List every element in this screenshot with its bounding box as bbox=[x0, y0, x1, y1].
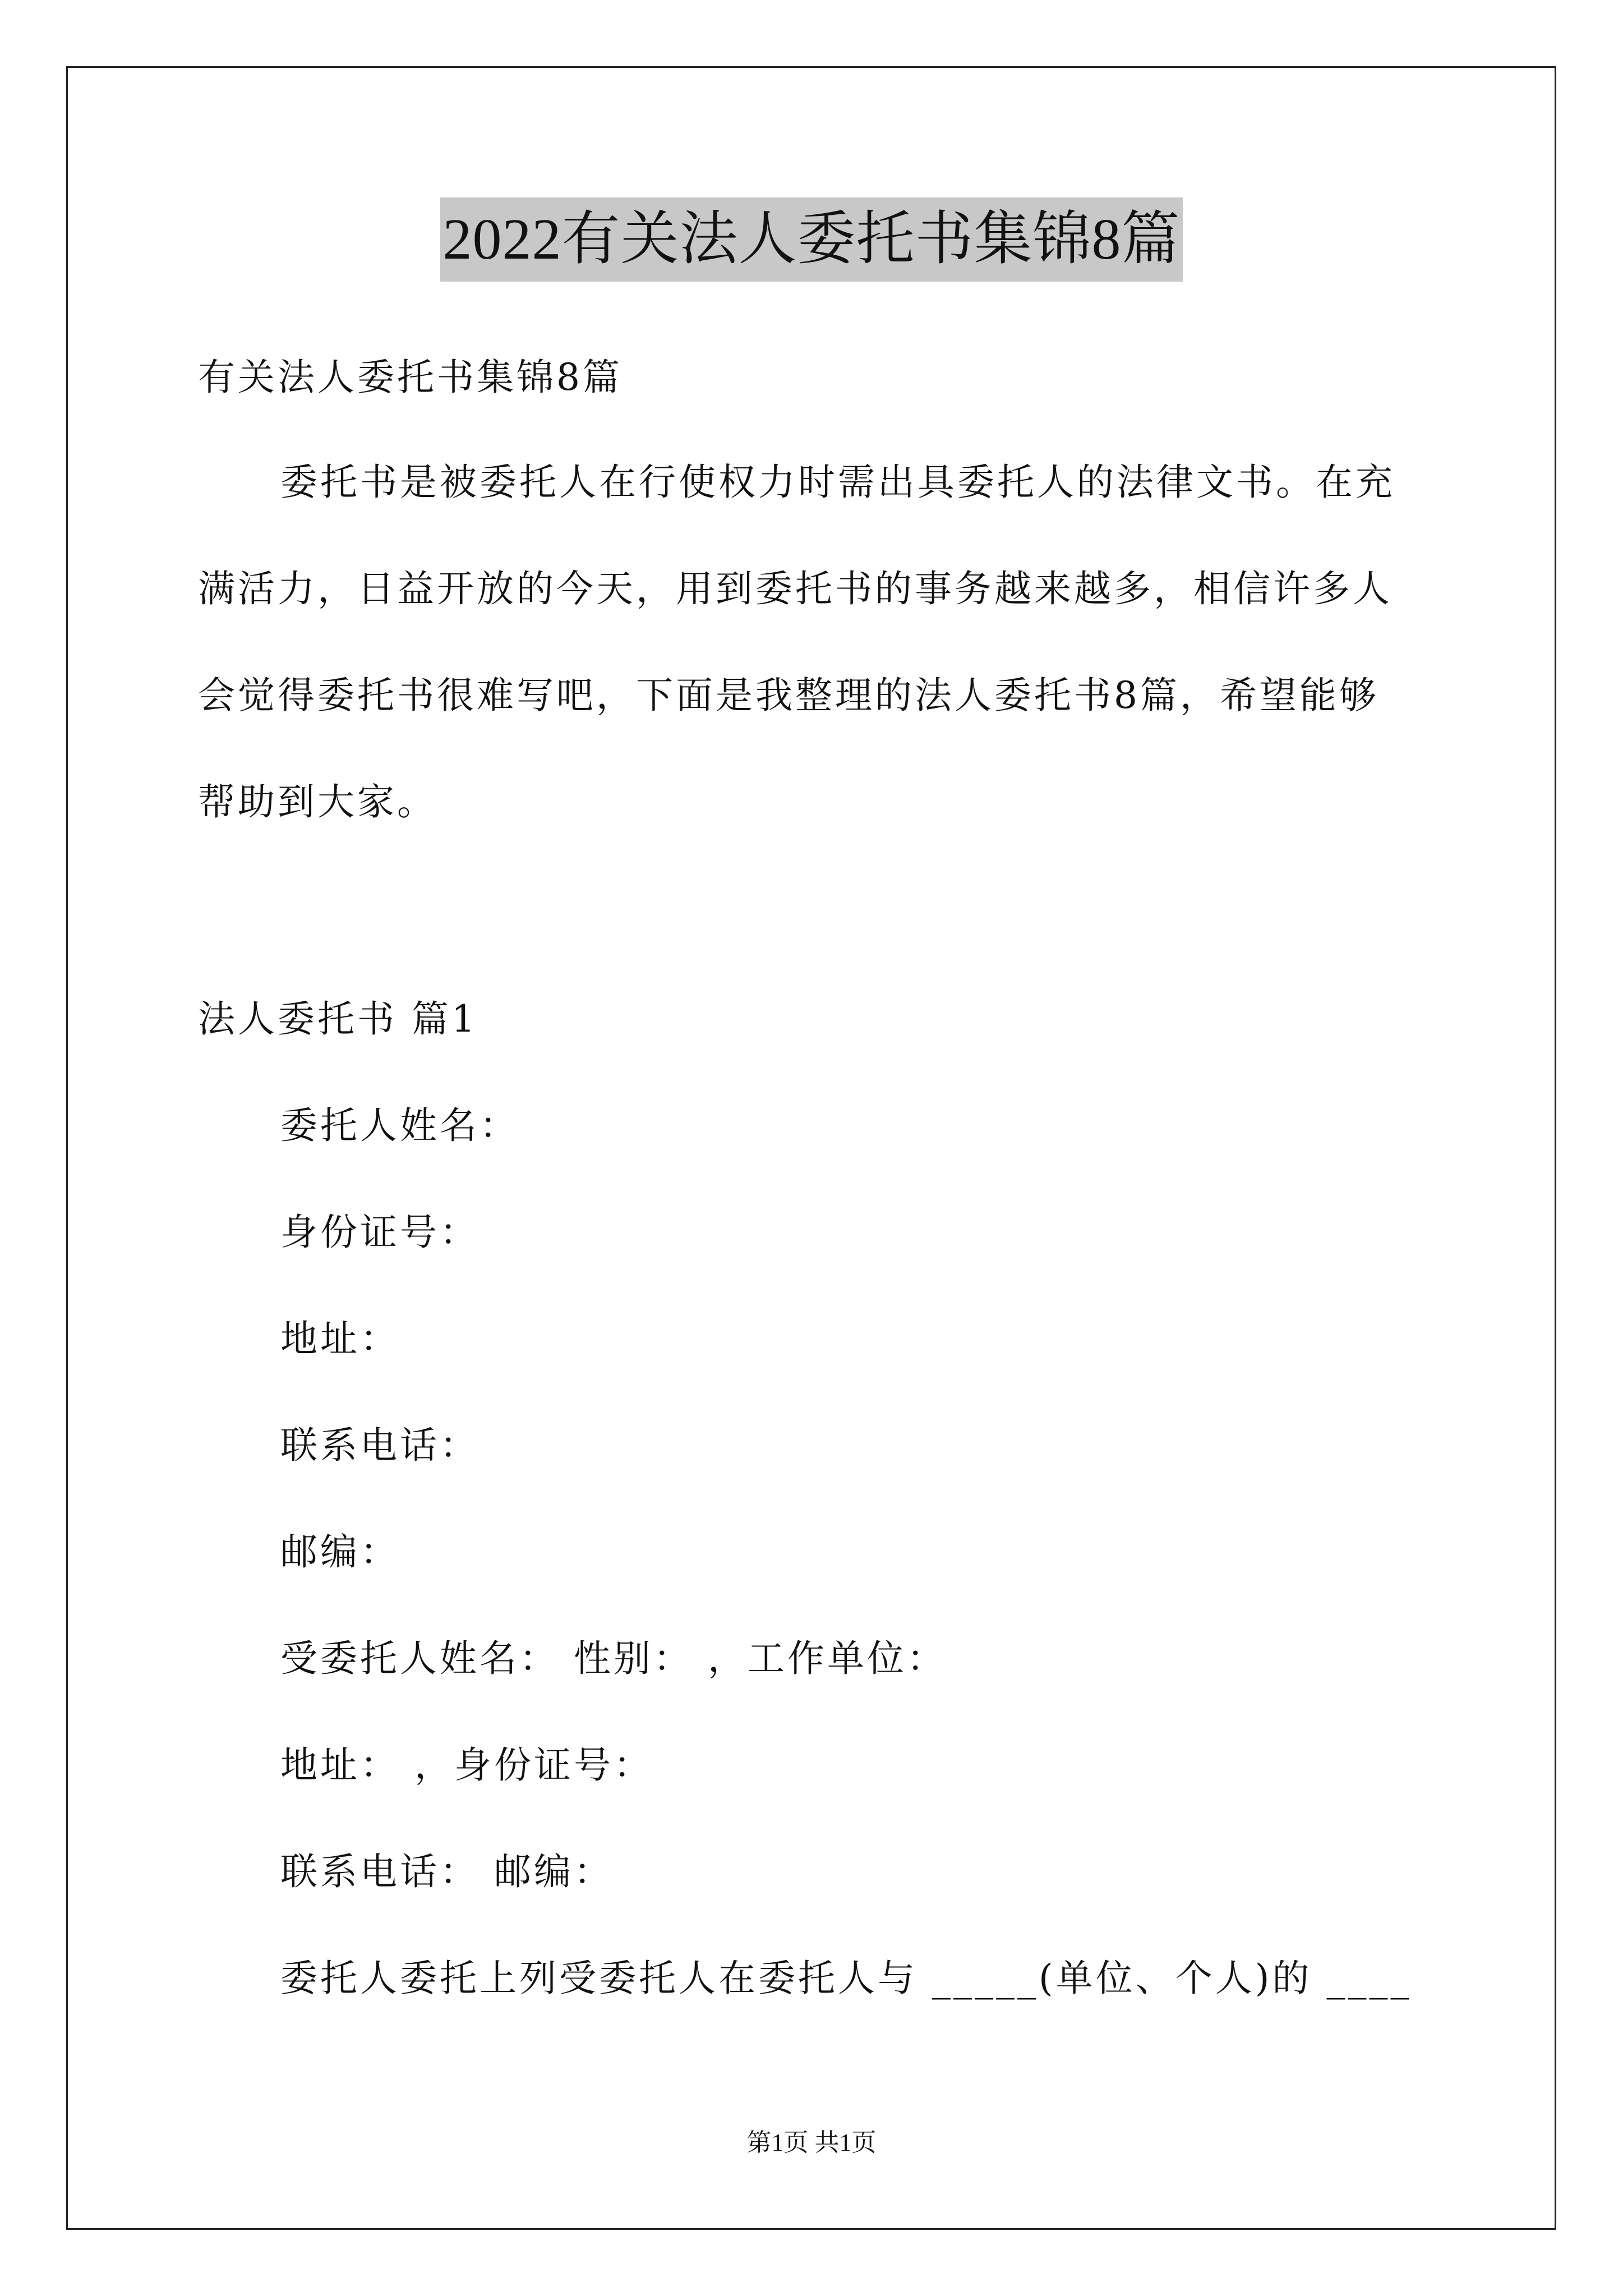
intro-line: 会觉得委托书很难写吧，下面是我整理的法人委托书8篇，希望能够 bbox=[198, 674, 1379, 717]
page-footer: 第1页 共1页 bbox=[746, 2129, 877, 2156]
form-field-line: 联系电话： bbox=[280, 1424, 479, 1467]
form-field-line: 邮编： bbox=[280, 1530, 400, 1573]
title-container bbox=[0, 197, 1623, 282]
form-field-line: 受委托人姓名： 性别： ，工作单位： bbox=[280, 1637, 947, 1680]
form-field-line: 身份证号： bbox=[280, 1211, 479, 1254]
form-field-line: 地址： ，身份证号： bbox=[280, 1743, 653, 1787]
section-heading: 法人委托书 篇1 bbox=[198, 997, 478, 1041]
form-field-line: 地址： bbox=[280, 1317, 400, 1360]
subtitle: 有关法人委托书集锦8篇 bbox=[198, 356, 623, 399]
intro-line: 满活力，日益开放的今天，用到委托书的事务越来越多，相信许多人 bbox=[198, 567, 1393, 610]
form-field-line: 联系电话： 邮编： bbox=[280, 1850, 614, 1893]
form-field-line: 委托人姓名： bbox=[280, 1104, 519, 1147]
intro-line: 委托书是被委托人在行使权力时需出具委托人的法律文书。在充 bbox=[280, 461, 1395, 504]
body-line: 委托人委托上列受委托人在委托人与 _____(单位、个人)的 ____ bbox=[280, 1957, 1412, 2000]
document-title: 2022有关法人委托书集锦8篇 bbox=[440, 197, 1182, 282]
intro-line: 帮助到大家。 bbox=[198, 780, 437, 823]
